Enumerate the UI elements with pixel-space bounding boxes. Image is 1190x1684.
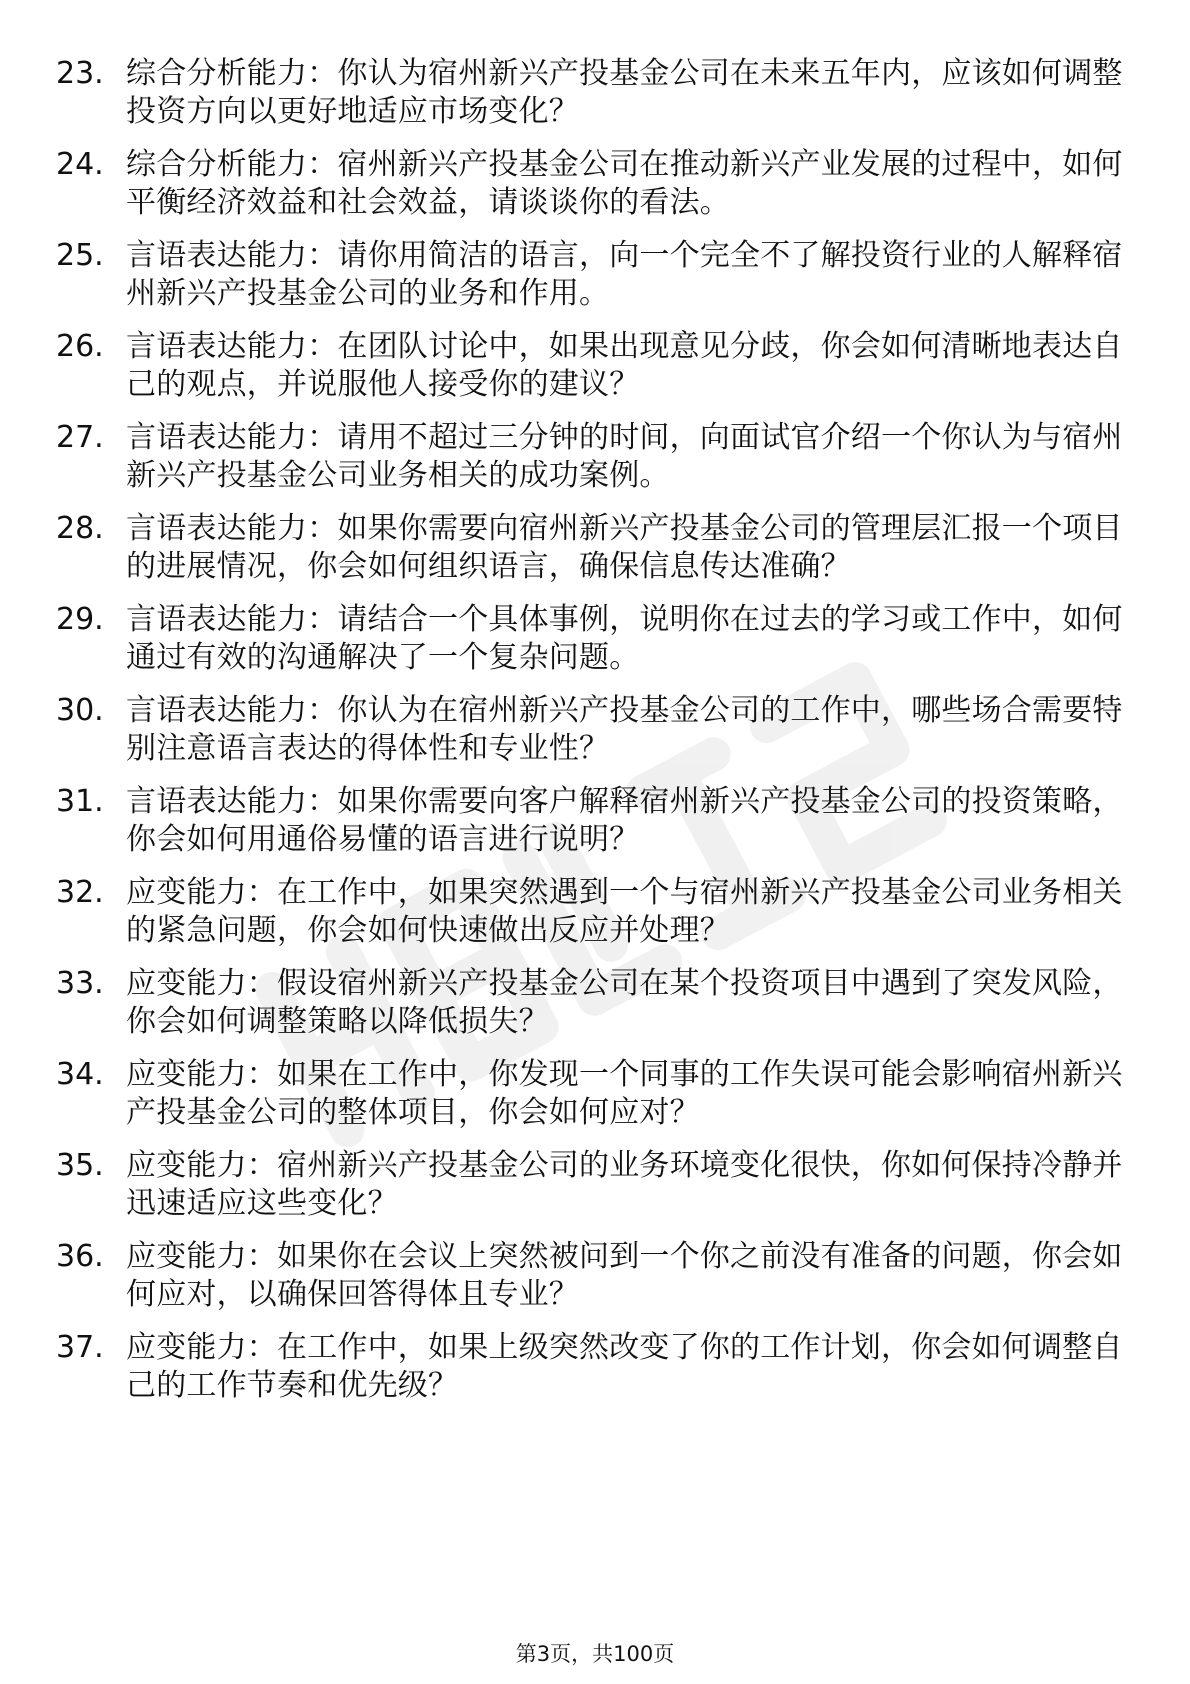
question-number: 36. bbox=[56, 1239, 104, 1274]
question-text: 应变能力：如果在工作中，你发现一个同事的工作失误可能会影响宿州新兴产投基金公司的整体项目，你会如何应对？ bbox=[126, 1057, 1123, 1130]
question-item-28 bbox=[56, 510, 1126, 586]
question-number: 33. bbox=[56, 966, 104, 1001]
question-text: 应变能力：宿州新兴产投基金公司的业务环境变化很快，你如何保持冷静并迅速适应这些变化？ bbox=[126, 1148, 1123, 1221]
question-item-34 bbox=[56, 1056, 1126, 1132]
question-text: 应变能力：在工作中，如果突然遇到一个与宿州新兴产投基金公司业务相关的紧急问题，你会如何快速做出反应并处理？ bbox=[126, 875, 1123, 948]
question-number: 34. bbox=[56, 1057, 104, 1092]
question-text: 言语表达能力：请你用简洁的语言，向一个完全不了解投资行业的人解释宿州新兴产投基金公司的业务和作用。 bbox=[126, 238, 1123, 311]
question-item-31 bbox=[56, 783, 1126, 859]
question-number: 37. bbox=[56, 1330, 104, 1365]
question-number: 30. bbox=[56, 693, 104, 728]
question-item-37 bbox=[56, 1329, 1126, 1405]
question-item-35 bbox=[56, 1147, 1126, 1223]
question-text: 言语表达能力：如果你需要向客户解释宿州新兴产投基金公司的投资策略，你会如何用通俗易懂的语言进行说明？ bbox=[126, 784, 1123, 857]
question-text: 言语表达能力：请用不超过三分钟的时间，向面试官介绍一个你认为与宿州新兴产投基金公司业务相关的成功案例。 bbox=[126, 420, 1123, 493]
question-number: 23. bbox=[56, 56, 104, 91]
question-item-23 bbox=[56, 55, 1126, 131]
question-item-36 bbox=[56, 1238, 1126, 1314]
question-number: 32. bbox=[56, 875, 104, 910]
question-item-27 bbox=[56, 419, 1126, 495]
question-text: 综合分析能力：你认为宿州新兴产投基金公司在未来五年内，应该如何调整投资方向以更好地适应市场变化？ bbox=[126, 56, 1123, 129]
question-number: 26. bbox=[56, 329, 104, 364]
question-text: 综合分析能力：宿州新兴产投基金公司在推动新兴产业发展的过程中，如何平衡经济效益和社会效益，请谈谈你的看法。 bbox=[126, 147, 1123, 220]
page-number-footer: 第3页，共100页 bbox=[515, 1642, 675, 1666]
question-item-29 bbox=[56, 601, 1126, 677]
question-number: 35. bbox=[56, 1148, 104, 1183]
question-number: 31. bbox=[56, 784, 104, 819]
question-list bbox=[56, 55, 1126, 1420]
question-item-26 bbox=[56, 328, 1126, 404]
question-item-32 bbox=[56, 874, 1126, 950]
question-item-33 bbox=[56, 965, 1126, 1041]
question-text: 言语表达能力：请结合一个具体事例，说明你在过去的学习或工作中，如何通过有效的沟通解决了一个复杂问题。 bbox=[126, 602, 1123, 675]
question-text: 言语表达能力：在团队讨论中，如果出现意见分歧，你会如何清晰地表达自己的观点，并说服他人接受你的建议？ bbox=[126, 329, 1123, 402]
question-text: 言语表达能力：你认为在宿州新兴产投基金公司的工作中，哪些场合需要特别注意语言表达的得体性和专业性？ bbox=[126, 693, 1123, 766]
question-text: 言语表达能力：如果你需要向宿州新兴产投基金公司的管理层汇报一个项目的进展情况，你会如何组织语言，确保信息传达准确？ bbox=[126, 511, 1123, 584]
question-number: 29. bbox=[56, 602, 104, 637]
question-text: 应变能力：如果你在会议上突然被问到一个你之前没有准备的问题，你会如何应对，以确保回答得体且专业？ bbox=[126, 1239, 1123, 1312]
question-number: 24. bbox=[56, 147, 104, 182]
question-text: 应变能力：假设宿州新兴产投基金公司在某个投资项目中遇到了突发风险，你会如何调整策略以降低损失？ bbox=[126, 966, 1123, 1039]
question-item-25 bbox=[56, 237, 1126, 313]
question-number: 25. bbox=[56, 238, 104, 273]
question-text: 应变能力：在工作中，如果上级突然改变了你的工作计划，你会如何调整自己的工作节奏和优先级？ bbox=[126, 1330, 1123, 1403]
question-item-24 bbox=[56, 146, 1126, 222]
question-number: 27. bbox=[56, 420, 104, 455]
question-item-30 bbox=[56, 692, 1126, 768]
question-number: 28. bbox=[56, 511, 104, 546]
